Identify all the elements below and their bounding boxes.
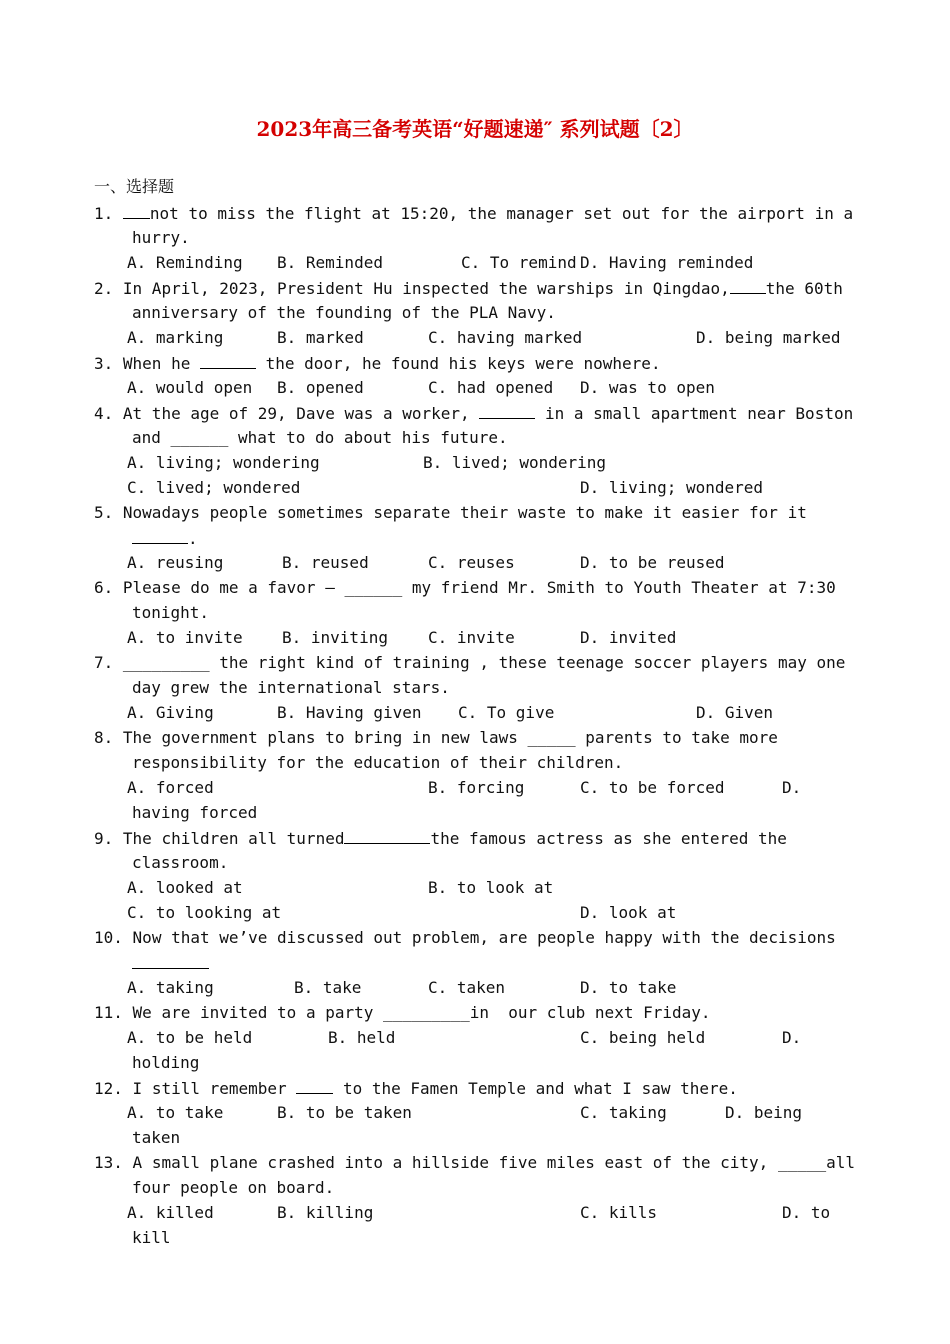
option-b: B. to be taken — [277, 1103, 412, 1122]
answer-blank — [123, 203, 150, 219]
option-c: C. reuses — [428, 553, 515, 572]
option-a: A. taking — [127, 978, 214, 997]
option-c: C. To give — [458, 703, 555, 722]
question-3 — [94, 353, 661, 374]
option-d: D. — [782, 1028, 802, 1047]
option-b: B. to look at — [428, 878, 554, 897]
question-stem-continuation — [132, 528, 198, 549]
question-stem: _________ the right kind of training , these teenage soccer players may one — [122, 653, 846, 672]
option-b: B. held — [328, 1028, 396, 1047]
question-number: 7. — [94, 653, 114, 672]
question-stem-continuation: classroom. — [132, 853, 229, 872]
option-c: C. lived; wondered — [127, 478, 301, 497]
question-stem: to the Famen Temple and what I saw there. — [342, 1079, 738, 1098]
question-stem-continuation: responsibility for the education of their children. — [132, 753, 624, 772]
option-d: D. to be reused — [580, 553, 725, 572]
question-stem: The government plans to bring in new laws _____ parents to take more — [122, 728, 778, 747]
option-d-continuation: having forced — [132, 803, 258, 822]
option-b: B. forcing — [428, 778, 525, 797]
option-c: C. being held — [580, 1028, 706, 1047]
question-stem-continuation: day grew the international stars. — [132, 678, 450, 697]
question-number: 1. — [94, 204, 114, 223]
question-stem: . — [188, 529, 198, 548]
option-c: C. taken — [428, 978, 506, 997]
option-d: D. was to open — [580, 378, 715, 397]
option-c: C. invite — [428, 628, 515, 647]
question-number: 2. — [94, 279, 114, 298]
option-d: D. invited — [580, 628, 677, 647]
option-d: D. to take — [580, 978, 677, 997]
answer-blank — [296, 1078, 333, 1094]
page-title: 2023年高三备考英语“好题速递″ 系列试题〔2〕 — [256, 117, 694, 141]
question-stem: A small plane crashed into a hillside five miles east of the city, _____all — [132, 1153, 856, 1172]
option-a: A. to be held — [127, 1028, 253, 1047]
option-c: C. having marked — [428, 328, 583, 347]
option-b: B. Having given — [277, 703, 422, 722]
question-stem-continuation: anniversary of the founding of the PLA Navy. — [132, 303, 556, 322]
question-stem-continuation: four people on board. — [132, 1178, 335, 1197]
option-d: D. being — [725, 1103, 803, 1122]
question-9 — [94, 828, 787, 849]
question-number: 6. — [94, 578, 114, 597]
question-1 — [94, 203, 853, 224]
option-b: B. lived; wondering — [423, 453, 607, 472]
answer-blank — [479, 403, 535, 419]
question-number: 11. — [94, 1003, 123, 1022]
question-stem-continuation: and ______ what to do about his future. — [132, 428, 508, 447]
option-d: D. to — [782, 1203, 831, 1222]
question-12 — [94, 1078, 738, 1099]
option-a: A. to invite — [127, 628, 243, 647]
question-6 — [94, 578, 836, 598]
option-d: D. look at — [580, 903, 677, 922]
option-a: A. Reminding — [127, 253, 243, 272]
question-number: 5. — [94, 503, 114, 522]
question-stem: Nowadays people sometimes separate their waste to make it easier for it — [122, 503, 807, 522]
question-number: 8. — [94, 728, 114, 747]
option-b: B. take — [294, 978, 362, 997]
question-number: 4. — [94, 404, 114, 423]
option-d: D. being marked — [696, 328, 841, 347]
answer-blank — [200, 353, 256, 369]
question-stem: not to miss the flight at 15:20, the manager set out for the airport in a — [149, 204, 854, 223]
option-a: A. killed — [127, 1203, 214, 1222]
question-number: 13. — [94, 1153, 123, 1172]
option-a: A. to take — [127, 1103, 224, 1122]
question-stem: Please do me a favor — ______ my friend Mr. Smith to Youth Theater at 7:30 — [122, 578, 836, 597]
option-a: A. Giving — [127, 703, 214, 722]
option-d: D. — [782, 778, 802, 797]
option-c: C. to be forced — [580, 778, 725, 797]
option-c: C. kills — [580, 1203, 658, 1222]
option-c: C. taking — [580, 1103, 667, 1122]
option-a: A. looked at — [127, 878, 243, 897]
question-stem-continuation — [132, 953, 209, 974]
question-2 — [94, 278, 843, 299]
question-number: 9. — [94, 829, 114, 848]
question-stem: the famous actress as she entered the — [430, 829, 787, 848]
question-stem: We are invited to a party _________in our club next Friday. — [132, 1003, 711, 1022]
option-b: B. inviting — [282, 628, 388, 647]
answer-blank — [132, 528, 188, 544]
question-number: 10. — [94, 928, 123, 947]
question-stem: In April, 2023, President Hu inspected the warships in Qingdao, — [122, 279, 730, 298]
question-number: 12. — [94, 1079, 123, 1098]
option-c: C. had opened — [428, 378, 554, 397]
question-10 — [94, 928, 836, 948]
option-b: B. opened — [277, 378, 364, 397]
option-d-continuation: holding — [132, 1053, 200, 1072]
question-stem-continuation: hurry. — [132, 228, 190, 247]
option-b: B. marked — [277, 328, 364, 347]
question-8 — [94, 728, 778, 748]
question-stem-continuation: tonight. — [132, 603, 210, 622]
option-b: B. Reminded — [277, 253, 383, 272]
option-d-continuation: kill — [132, 1228, 171, 1247]
option-a: A. would open — [127, 378, 253, 397]
answer-blank — [730, 278, 766, 294]
option-d: D. Given — [696, 703, 774, 722]
option-b: B. reused — [282, 553, 369, 572]
option-a: A. reusing — [127, 553, 224, 572]
section-heading: 一、选择题 — [94, 177, 175, 196]
option-d-continuation: taken — [132, 1128, 181, 1147]
question-stem: Now that we’ve discussed out problem, are people happy with the decisions — [132, 928, 836, 947]
option-d: D. Having reminded — [580, 253, 754, 272]
question-number: 3. — [94, 354, 114, 373]
option-d: D. living; wondered — [580, 478, 764, 497]
option-a: A. living; wondering — [127, 453, 320, 472]
question-stem: When he — [122, 354, 191, 373]
option-c: C. To remind — [461, 253, 577, 272]
option-a: A. marking — [127, 328, 224, 347]
question-stem: in a small apartment near Boston — [544, 404, 854, 423]
question-11 — [94, 1003, 711, 1023]
option-c: C. to looking at — [127, 903, 282, 922]
option-a: A. forced — [127, 778, 214, 797]
question-stem: I still remember — [132, 1079, 287, 1098]
answer-blank — [344, 828, 430, 844]
question-stem: the door, he found his keys were nowhere. — [265, 354, 661, 373]
question-7 — [94, 653, 845, 673]
answer-blank — [132, 953, 209, 969]
option-b: B. killing — [277, 1203, 374, 1222]
question-stem: The children all turned — [122, 829, 345, 848]
question-stem: the 60th — [765, 279, 843, 298]
question-13 — [94, 1153, 855, 1173]
question-4 — [94, 403, 853, 424]
question-stem: At the age of 29, Dave was a worker, — [122, 404, 470, 423]
question-5 — [94, 503, 807, 523]
